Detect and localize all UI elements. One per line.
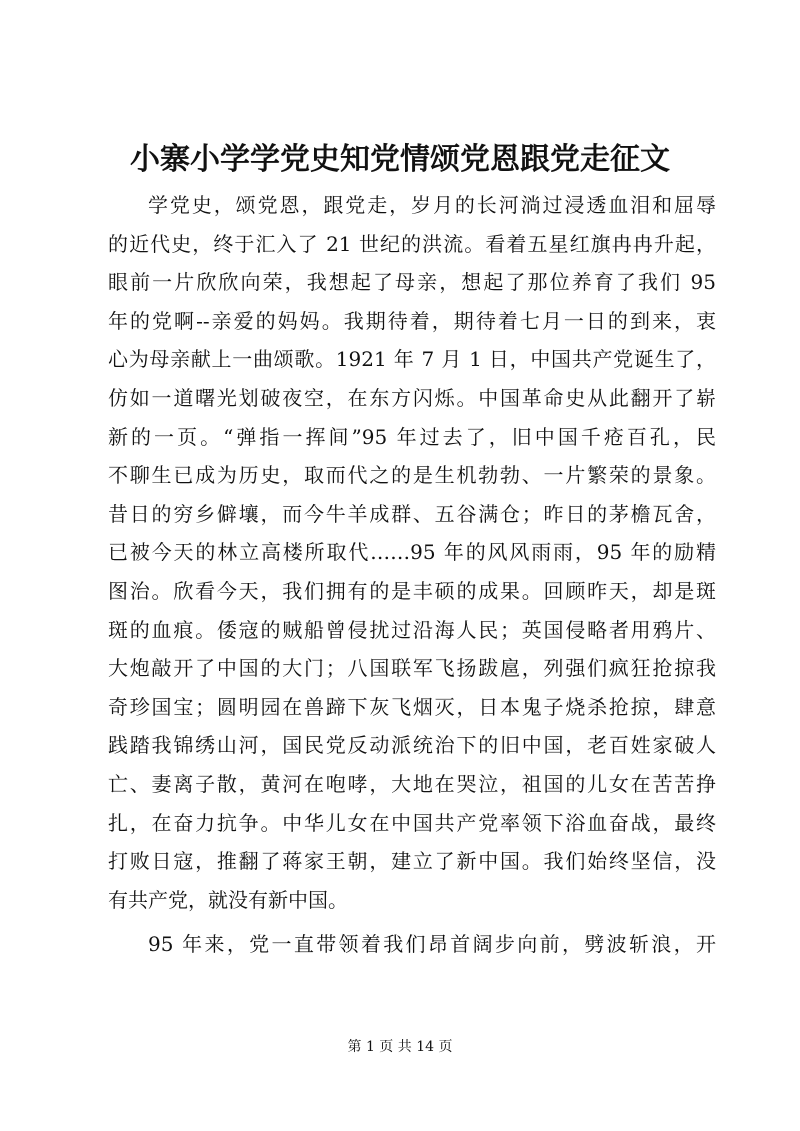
paragraph-1-line: 的近代史，终于汇入了 21 世纪的洪流。看着五星红旗冉冉升起， xyxy=(108,231,716,256)
paragraph-1-line: 践踏我锦绣山河，国民党反动派统治下的旧中国，老百姓家破人 xyxy=(108,733,716,758)
paragraph-1-line: 仿如一道曙光划破夜空，在东方闪烁。中国革命史从此翻开了崭 xyxy=(108,385,716,410)
paragraph-1-line: 不聊生已成为历史，取而代之的是生机勃勃、一片繁荣的景象。 xyxy=(108,463,716,488)
paragraph-1-line: 学党史，颂党恩，跟党走，岁月的长河淌过浸透血泪和屈辱 xyxy=(148,193,716,217)
paragraph-1-line: 扎，在奋力抗争。中华儿女在中国共产党率领下浴血奋战，最终 xyxy=(108,810,716,835)
paragraph-1-line: 奇珍国宝；圆明园在兽蹄下灰飞烟灭，日本鬼子烧杀抢掠，肆意 xyxy=(108,694,716,719)
paragraph-1-line: 年的党啊--亲爱的妈妈。我期待着，期待着七月一日的到来，衷 xyxy=(108,308,716,333)
paragraph-1-line: 图治。欣看今天，我们拥有的是丰硕的成果。回顾昨天，却是斑 xyxy=(108,578,716,603)
paragraph-1-line: 有共产党，就没有新中国。 xyxy=(108,887,348,912)
paragraph-1-line: 眼前一片欣欣向荣，我想起了母亲，想起了那位养育了我们 95 xyxy=(108,270,716,295)
paragraph-1-line: 已被今天的林立高楼所取代……95 年的风风雨雨，95 年的励精 xyxy=(108,540,716,565)
paragraph-1-line: 斑的血痕。倭寇的贼船曾侵扰过沿海人民；英国侵略者用鸦片、 xyxy=(108,617,716,642)
paragraph-1-line: 亡、妻离子散，黄河在咆哮，大地在哭泣，祖国的儿女在苦苦挣 xyxy=(108,771,716,796)
paragraph-1-line: 大炮敲开了中国的大门；八国联军飞扬跋扈，列强们疯狂抢掠我 xyxy=(108,656,716,681)
paragraph-1-line: 新的一页。“弹指一挥间”95 年过去了，旧中国千疮百孔，民 xyxy=(108,424,716,449)
document-body xyxy=(108,186,716,964)
page-number: 第 1 页 共 14 页 xyxy=(347,1039,453,1055)
paragraph-2-line: 95 年来，党一直带领着我们昂首阔步向前，劈波斩浪，开 xyxy=(148,932,716,957)
document-title: 小寨小学学党史知党情颂党恩跟党走征文 xyxy=(130,142,670,177)
paragraph-1-line: 昔日的穷乡僻壤，而今牛羊成群、五谷满仓；昨日的茅檐瓦舍， xyxy=(108,501,716,526)
paragraph-1-line: 打败日寇，推翻了蒋家王朝，建立了新中国。我们始终坚信，没 xyxy=(108,849,716,874)
paragraph-1-line: 心为母亲献上一曲颂歌。1921 年 7 月 1 日，中国共产党诞生了， xyxy=(108,347,716,372)
